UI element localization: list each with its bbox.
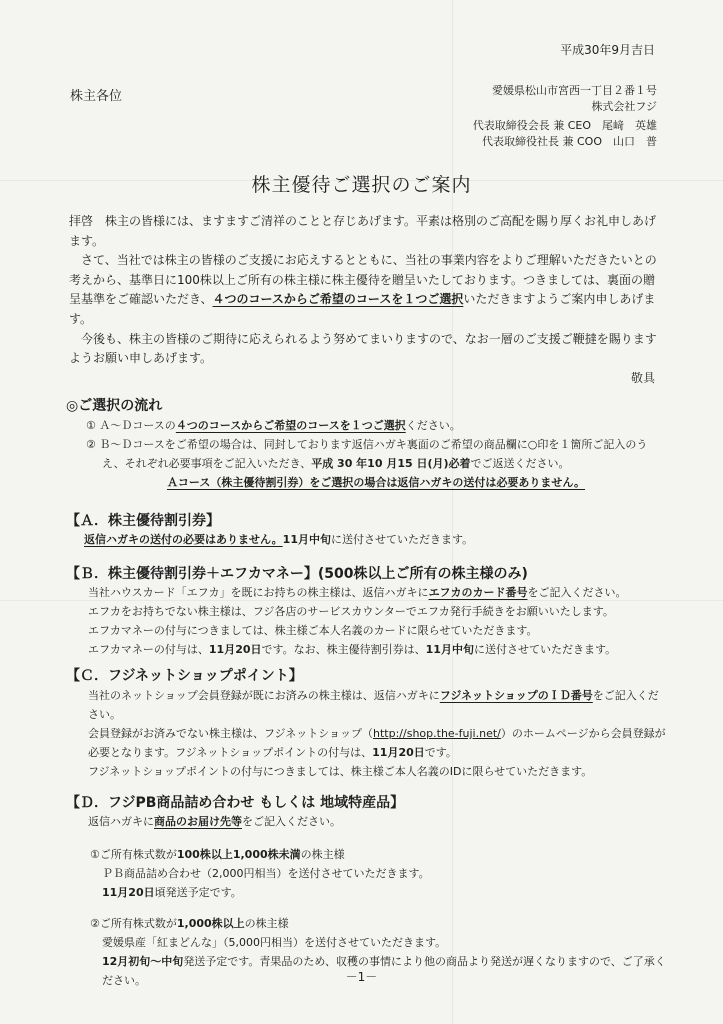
- document-title: 株主優待ご選択のご案内: [251, 174, 472, 196]
- issue-date: 平成30年9月吉日: [560, 43, 655, 57]
- course-b-text: [88, 583, 668, 659]
- sender-address: 愛媛県松山市宮西一丁目２番１号: [492, 84, 657, 97]
- sender-representative-1: 代表取締役会長 兼 CEO 尾﨑 英雄: [472, 119, 657, 132]
- course-c-text: [88, 686, 668, 781]
- course-d-text: 返信ハガキに商品のお届け先等をご記入ください。 ①ご所有株式数が100株以上1,000株未満の株主様 ＰＢ商品詰め合わせ（2,000円相当）を送付させていただきます。 11月20日頃発送予定です。 ②ご所有株式数が1,000株以上の株主様 愛媛県産「紅まどんな」（5,000円相当）を送付させていただきます。 12月初旬～中旬発送予定です。青果品のため、収穫の事情により他の商品より発送が遅くなりますので、ご了承ください。: [88, 812, 668, 990]
- course-b-line-3: エフカマネーの付与につきましては、株主様ご本人名義のカードに限らせていただきます。: [88, 624, 538, 637]
- course-a-text: 返信ハガキの送付の必要はありません。11月中旬に送付させていただきます。: [84, 533, 474, 546]
- sender-representative-2: 代表取締役社長 兼 COO 山口 普: [482, 135, 657, 148]
- course-b-heading: 【Ｂ．株主優待割引券＋エフカマネー】(500株以上ご所有の株主様のみ): [66, 566, 528, 582]
- flow-note: Ａコース（株主優待割引券）をご選択の場合は返信ハガキの送付は必要ありません。: [166, 476, 586, 489]
- course-b-line-2: エフカをお持ちでない株主様は、フジ各店のサービスカウンターでエフカ発行手続きをお願いいたします。: [88, 605, 614, 618]
- intro-paragraph-2: さて、当社では株主の皆様のご支援にお応えするとともに、当社の事業内容をよりご理解いただきたいとの考えから、基準日に100株以上ご所有の株主様に株主優待を贈呈いたしております。つきましては、裏面の贈呈基準をご確認いただき、４つのコースからご希望のコースを１つご選択いただきますようご案内申しあげます。: [69, 253, 657, 326]
- intro-paragraph-3: 今後も、株主の皆様のご期待に応えられるよう努めてまいりますので、なお一層のご支援ご鞭撻を賜りますようお願い申しあげます。: [69, 331, 657, 366]
- netshop-link[interactable]: http://shop.the-fuji.net/: [373, 727, 501, 740]
- course-b-line-4: エフカマネーの付与は、11月20日です。なお、株主優待割引券は、11月中旬に送付させていただきます。: [88, 643, 617, 656]
- course-c-line-3: フジネットショップポイントの付与につきましては、株主様ご本人名義のIDに限らせていただきます。: [88, 765, 593, 778]
- course-d-option-2: ②ご所有株式数が1,000株以上の株主様: [90, 917, 289, 930]
- course-b-line-1: 当社ハウスカード「エフカ」を既にお持ちの株主様は、返信ハガキにエフカのカード番号をご記入ください。: [88, 586, 627, 599]
- course-d-heading: 【Ｄ．フジPB商品詰め合わせ もしくは 地域特産品】: [66, 795, 405, 811]
- course-c-line-2: 会員登録がお済みでない株主様は、フジネットショップ（http://shop.the-fuji.net/）のホームページから会員登録が必要となります。フジネットショップポイントの付与は、11月20日です。: [88, 727, 666, 759]
- intro-paragraph-1: 拝啓 株主の皆様には、ますますご清祥のことと存じあげます。平素は格別のご高配を賜り厚くお礼申しあげます。: [69, 214, 657, 248]
- course-c-heading: 【Ｃ．フジネットショップポイント】: [66, 668, 303, 684]
- flow-item-2: ② Ｂ～Ｄコースをご希望の場合は、同封しております返信ハガキ裏面のご希望の商品欄に○印を１箇所ご記入のうえ、それぞれ必要事項をご記入いただき、平成 30 年10 月15 日(月)必着でご返送ください。: [86, 438, 648, 470]
- sender-company: 株式会社フジ: [591, 100, 657, 113]
- intro-text: [69, 212, 659, 388]
- closing-word: 敬具: [630, 370, 655, 385]
- course-c-line-1: 当社のネットショップ会員登録が既にお済みの株主様は、返信ハガキにフジネットショップのＩＤ番号をご記入ください。: [88, 689, 659, 721]
- addressee: 株主各位: [70, 89, 123, 104]
- sender-block: [473, 83, 657, 150]
- course-d-line-1: 返信ハガキに商品のお届け先等をご記入ください。: [88, 815, 341, 828]
- flow-heading: ◎ご選択の流れ: [66, 398, 163, 414]
- flow-item-1: ① Ａ～Ｄコースの４つのコースからご希望のコースを１つご選択ください。: [86, 419, 461, 432]
- course-d-option-1: ①ご所有株式数が100株以上1,000株未満の株主様: [90, 848, 345, 861]
- flow-list: [86, 416, 666, 492]
- page-number: －1－: [345, 970, 378, 984]
- course-a-heading: 【Ａ．株主優待割引券】: [66, 513, 220, 529]
